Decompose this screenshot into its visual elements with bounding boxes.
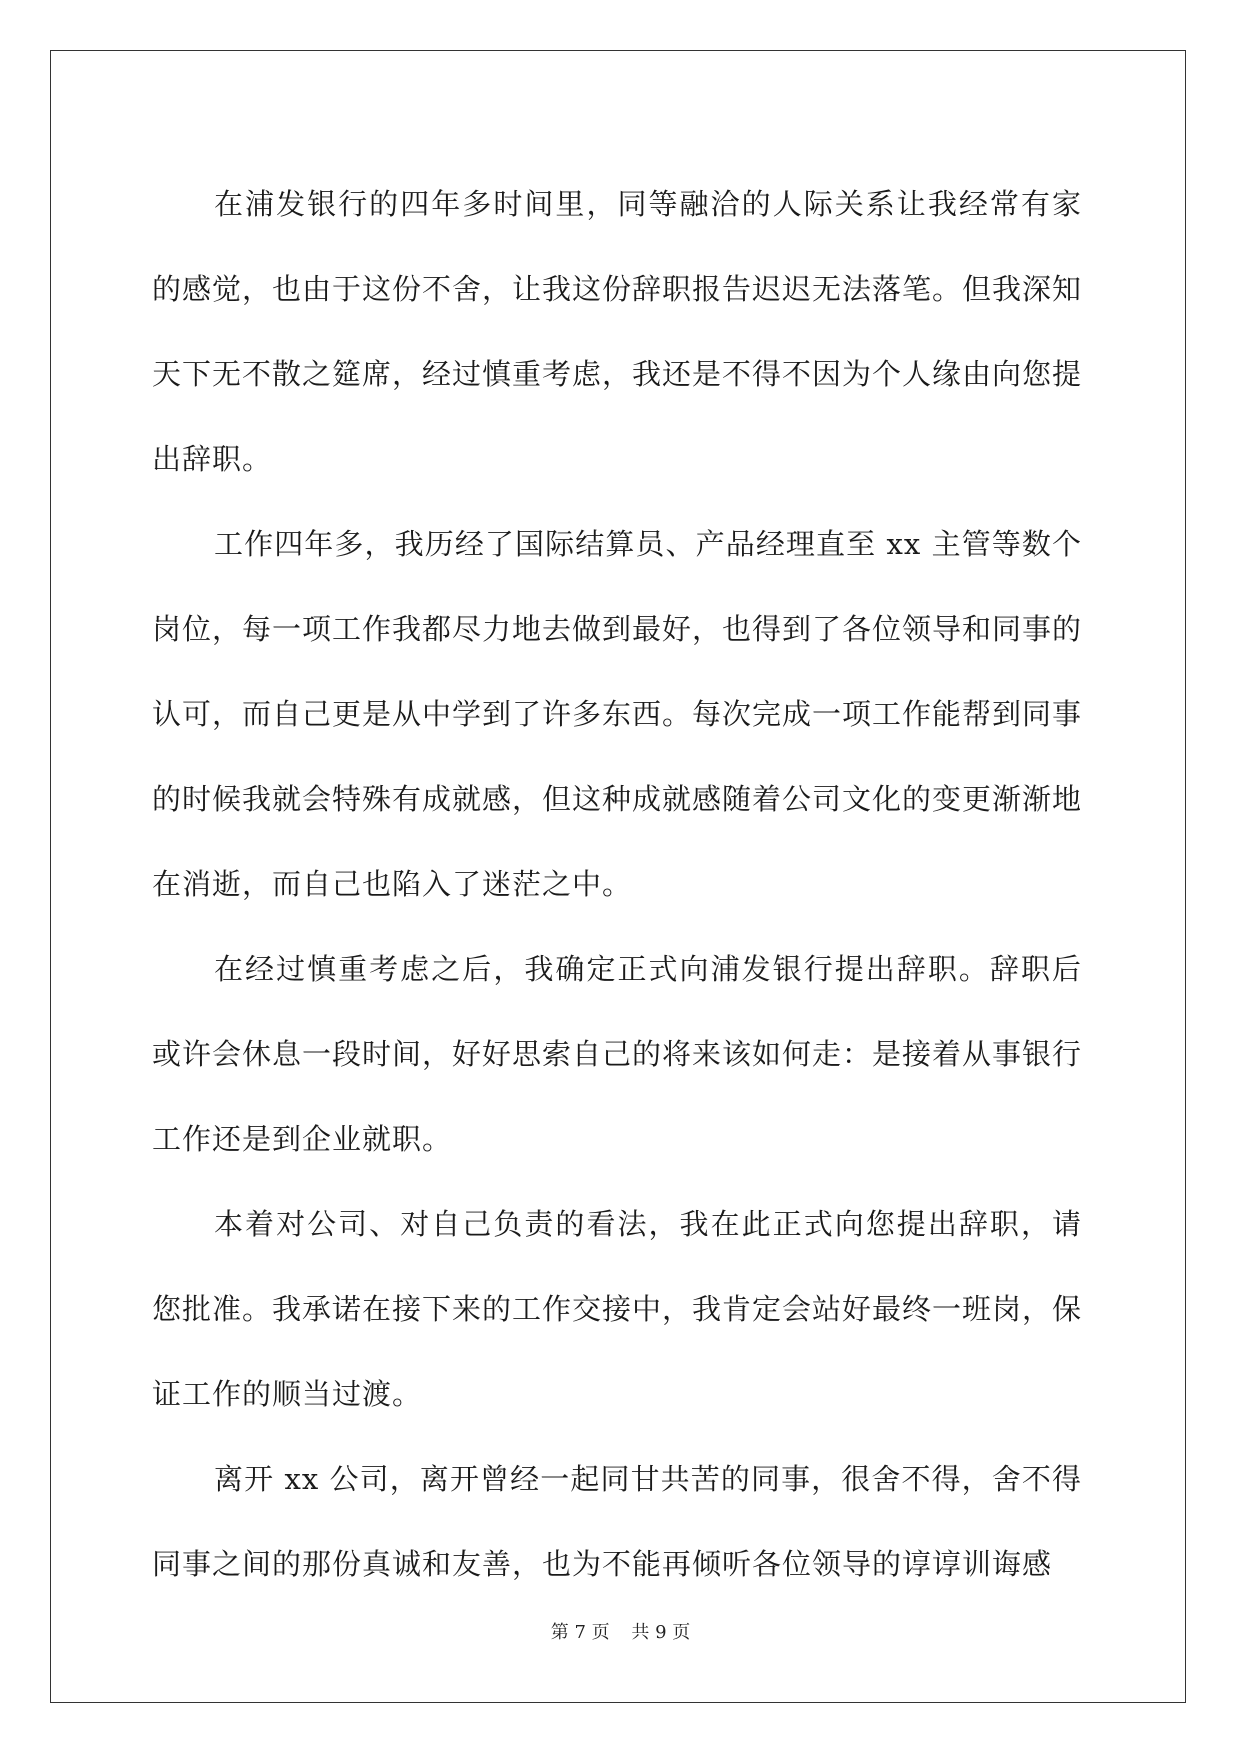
page-total: 共 9 页 — [631, 1622, 691, 1643]
document-body — [152, 162, 1082, 1607]
paragraph: 本着对公司、对自己负责的看法，我在此正式向您提出辞职，请您批准。我承诺在接下来的工作交接中，我肯定会站好最终一班岗，保证工作的顺当过渡。 — [152, 1207, 1083, 1411]
paragraph: 在经过慎重考虑之后，我确定正式向浦发银行提出辞职。辞职后或许会休息一段时间，好好思索自己的将来该如何走：是接着从事银行工作还是到企业就职。 — [152, 952, 1083, 1156]
page-footer — [0, 1618, 1241, 1644]
paragraph: 工作四年多，我历经了国际结算员、产品经理直至 xx 主管等数个岗位，每一项工作我都尽力地去做到最好，也得到了各位领导和同事的认可，而自己更是从中学到了许多东西。每次完成一项工作能帮到同事的时候我就会特殊有成就感，但这种成就感随着公司文化的变更渐渐地在消逝，而自己也陷入了迷茫之中。 — [152, 527, 1083, 901]
paragraph: 离开 xx 公司，离开曾经一起同甘共苦的同事，很舍不得，舍不得同事之间的那份真诚和友善，也为不能再倾听各位领导的谆谆训诲感 — [152, 1462, 1082, 1581]
paragraph: 在浦发银行的四年多时间里，同等融洽的人际关系让我经常有家的感觉，也由于这份不舍，让我这份辞职报告迟迟无法落笔。但我深知天下无不散之筵席，经过慎重考虑，我还是不得不因为个人缘由向您提出辞职。 — [152, 187, 1083, 476]
page-number: 第 7 页 — [550, 1622, 610, 1643]
